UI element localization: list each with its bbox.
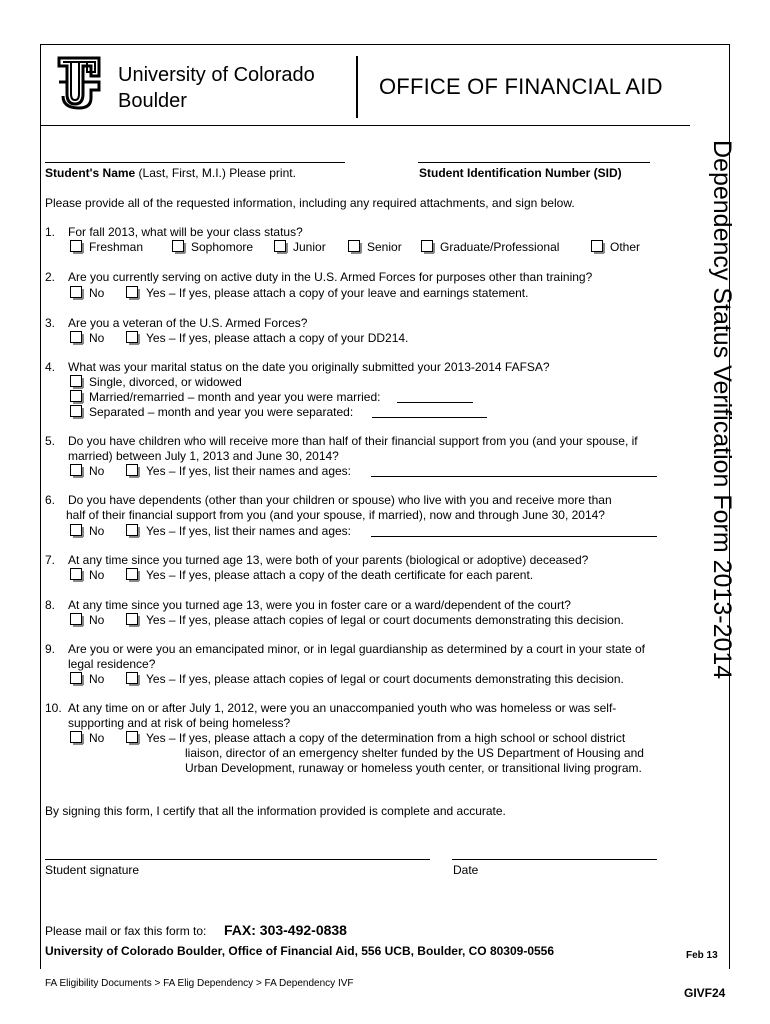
q6-no-checkbox[interactable] (70, 524, 82, 536)
mailing-address: University of Colorado Boulder, Office of Financial Aid, 556 UCB, Boulder, CO 80309-0556 (45, 944, 555, 958)
q6-no-label: No (89, 524, 105, 538)
q3-text: Are you a veteran of the U.S. Armed Forces? (68, 316, 308, 330)
student-signature-label: Student signature (45, 863, 140, 877)
q7-no-checkbox[interactable] (70, 568, 82, 580)
student-name-line[interactable] (45, 162, 345, 163)
q7-text: At any time since you turned age 13, were both of your parents (biological or adoptive) deceased? (68, 553, 589, 567)
q1-junior-checkbox[interactable] (274, 240, 286, 252)
q5-yes-label: Yes – If yes, list their names and ages: (146, 464, 352, 478)
breadcrumb: FA Eligibility Documents > FA Elig Dependency > FA Dependency IVF (45, 978, 354, 989)
intro-text: Please provide all of the requested information, including any required attachments, and sign below. (45, 196, 575, 210)
q3-yes-label: Yes – If yes, please attach a copy of your DD214. (146, 331, 409, 345)
q2-text: Are you currently serving on active duty in the U.S. Armed Forces for purposes other than training? (68, 270, 593, 284)
sid-field-label: Student Identification Number (SID) (419, 166, 622, 180)
q8-text: At any time since you turned age 13, were you in foster care or a ward/dependent of the court? (68, 598, 571, 612)
q2-yes-checkbox[interactable] (126, 286, 138, 298)
q3-number: 3. (45, 316, 56, 330)
q10-no-label: No (89, 731, 105, 745)
q5-no-checkbox[interactable] (70, 464, 82, 476)
q3-no-checkbox[interactable] (70, 331, 82, 343)
q1-freshman-label: Freshman (89, 240, 144, 254)
header-divider (40, 125, 690, 126)
q1-other-label: Other (610, 240, 641, 254)
q8-yes-checkbox[interactable] (126, 613, 138, 625)
q10-number: 10. (45, 701, 62, 715)
q6-yes-checkbox[interactable] (126, 524, 138, 536)
q2-no-label: No (89, 286, 105, 300)
q1-sophomore-checkbox[interactable] (172, 240, 184, 252)
q10-yes-checkbox[interactable] (126, 731, 138, 743)
q1-graduate-label: Graduate/Professional (440, 240, 560, 254)
q4-separated-checkbox[interactable] (70, 405, 82, 417)
sid-line[interactable] (418, 162, 650, 163)
q6-text-line2: half of their financial support from you (and your spouse, if married), now and through June 30, 2014? (66, 508, 605, 522)
q4-text: What was your marital status on the date you originally submitted your 2013-2014 FAFSA? (68, 360, 550, 374)
q5-no-label: No (89, 464, 105, 478)
q6-text-line1: Do you have dependents (other than your children or spouse) who live with you and receive more than (68, 493, 612, 507)
q7-yes-checkbox[interactable] (126, 568, 138, 580)
q3-yes-checkbox[interactable] (126, 331, 138, 343)
q5-names-line[interactable] (371, 476, 657, 477)
q1-text: For fall 2013, what will be your class status? (68, 225, 303, 239)
q9-no-checkbox[interactable] (70, 672, 82, 684)
q9-yes-label: Yes – If yes, please attach copies of legal or court documents demonstrating this decision. (146, 672, 624, 686)
q1-freshman-checkbox[interactable] (70, 240, 82, 252)
q10-yes-label-line1: Yes – If yes, please attach a copy of the determination from a high school or school district (146, 731, 626, 745)
q9-yes-checkbox[interactable] (126, 672, 138, 684)
q1-graduate-checkbox[interactable] (421, 240, 433, 252)
q6-names-line[interactable] (371, 536, 657, 537)
fax-number: FAX: 303-492-0838 (224, 922, 347, 938)
q1-junior-label: Junior (293, 240, 326, 254)
q9-number: 9. (45, 642, 56, 656)
q4-separated-label: Separated – month and year you were separated: (89, 405, 354, 419)
date-label: Date (453, 863, 479, 877)
date-code: Feb 13 (686, 950, 718, 961)
q7-yes-label: Yes – If yes, please attach a copy of the death certificate for each parent. (146, 568, 534, 582)
q4-single-checkbox[interactable] (70, 375, 82, 387)
q10-text-line2: supporting and at risk of being homeless? (68, 716, 291, 730)
q4-number: 4. (45, 360, 56, 374)
q9-text-line1: Are you or were you an emancipated minor, or in legal guardianship as determined by a court in your state of (68, 642, 645, 656)
q4-single-label: Single, divorced, or widowed (89, 375, 242, 389)
q10-yes-label-line2: liaison, director of an emergency shelter funded by the US Department of Housing and (185, 746, 644, 760)
q10-text-line1: At any time on or after July 1, 2012, were you an unaccompanied youth who was homeless or was self- (68, 701, 617, 715)
q2-yes-label: Yes – If yes, please attach a copy of your leave and earnings statement. (146, 286, 529, 300)
q1-sophomore-label: Sophomore (191, 240, 254, 254)
q4-married-checkbox[interactable] (70, 390, 82, 402)
q1-number: 1. (45, 225, 56, 239)
q3-no-label: No (89, 331, 105, 345)
q5-text-line1: Do you have children who will receive more than half of their financial support from you (and your spouse, if (68, 434, 638, 448)
office-title: OFFICE OF FINANCIAL AID (379, 74, 663, 99)
q7-no-label: No (89, 568, 105, 582)
q8-yes-label: Yes – If yes, please attach copies of legal or court documents demonstrating this decision. (146, 613, 624, 627)
q7-number: 7. (45, 553, 56, 567)
q4-married-date-line[interactable] (397, 402, 473, 403)
mail-text: Please mail or fax this form to: (45, 924, 207, 938)
q9-no-label: No (89, 672, 105, 686)
q8-number: 8. (45, 598, 56, 612)
q4-separated-date-line[interactable] (372, 417, 487, 418)
student-signature-line[interactable] (45, 859, 430, 860)
q6-yes-label: Yes – If yes, list their names and ages: (146, 524, 352, 538)
form-code: GIVF24 (684, 986, 726, 1000)
q8-no-label: No (89, 613, 105, 627)
q2-number: 2. (45, 270, 56, 284)
certify-text: By signing this form, I certify that all the information provided is complete and accurate. (45, 804, 506, 818)
q1-senior-label: Senior (367, 240, 402, 254)
q6-number: 6. (45, 493, 56, 507)
q2-no-checkbox[interactable] (70, 286, 82, 298)
university-campus: Boulder (118, 90, 187, 112)
header-vertical-divider (356, 56, 358, 118)
date-line[interactable] (452, 859, 657, 860)
q10-no-checkbox[interactable] (70, 731, 82, 743)
cu-logo-icon (55, 54, 103, 112)
university-name: University of Colorado (118, 64, 315, 86)
q5-number: 5. (45, 434, 56, 448)
q10-yes-label-line3: Urban Development, runaway or homeless youth center, or transitional living program. (185, 761, 642, 775)
form-title: Dependency Status Verification Form 2013-2014 (708, 140, 736, 680)
q5-text-line2: married) between July 1, 2013 and June 30, 2014? (68, 449, 339, 463)
q1-other-checkbox[interactable] (591, 240, 603, 252)
student-name-field-label: Student's Name (Last, First, M.I.) Please print. (45, 166, 296, 180)
side-title-wrap (698, 140, 736, 760)
q8-no-checkbox[interactable] (70, 613, 82, 625)
q1-senior-checkbox[interactable] (348, 240, 360, 252)
q4-married-label: Married/remarried – month and year you were married: (89, 390, 381, 404)
q5-yes-checkbox[interactable] (126, 464, 138, 476)
q9-text-line2: legal residence? (68, 657, 156, 671)
